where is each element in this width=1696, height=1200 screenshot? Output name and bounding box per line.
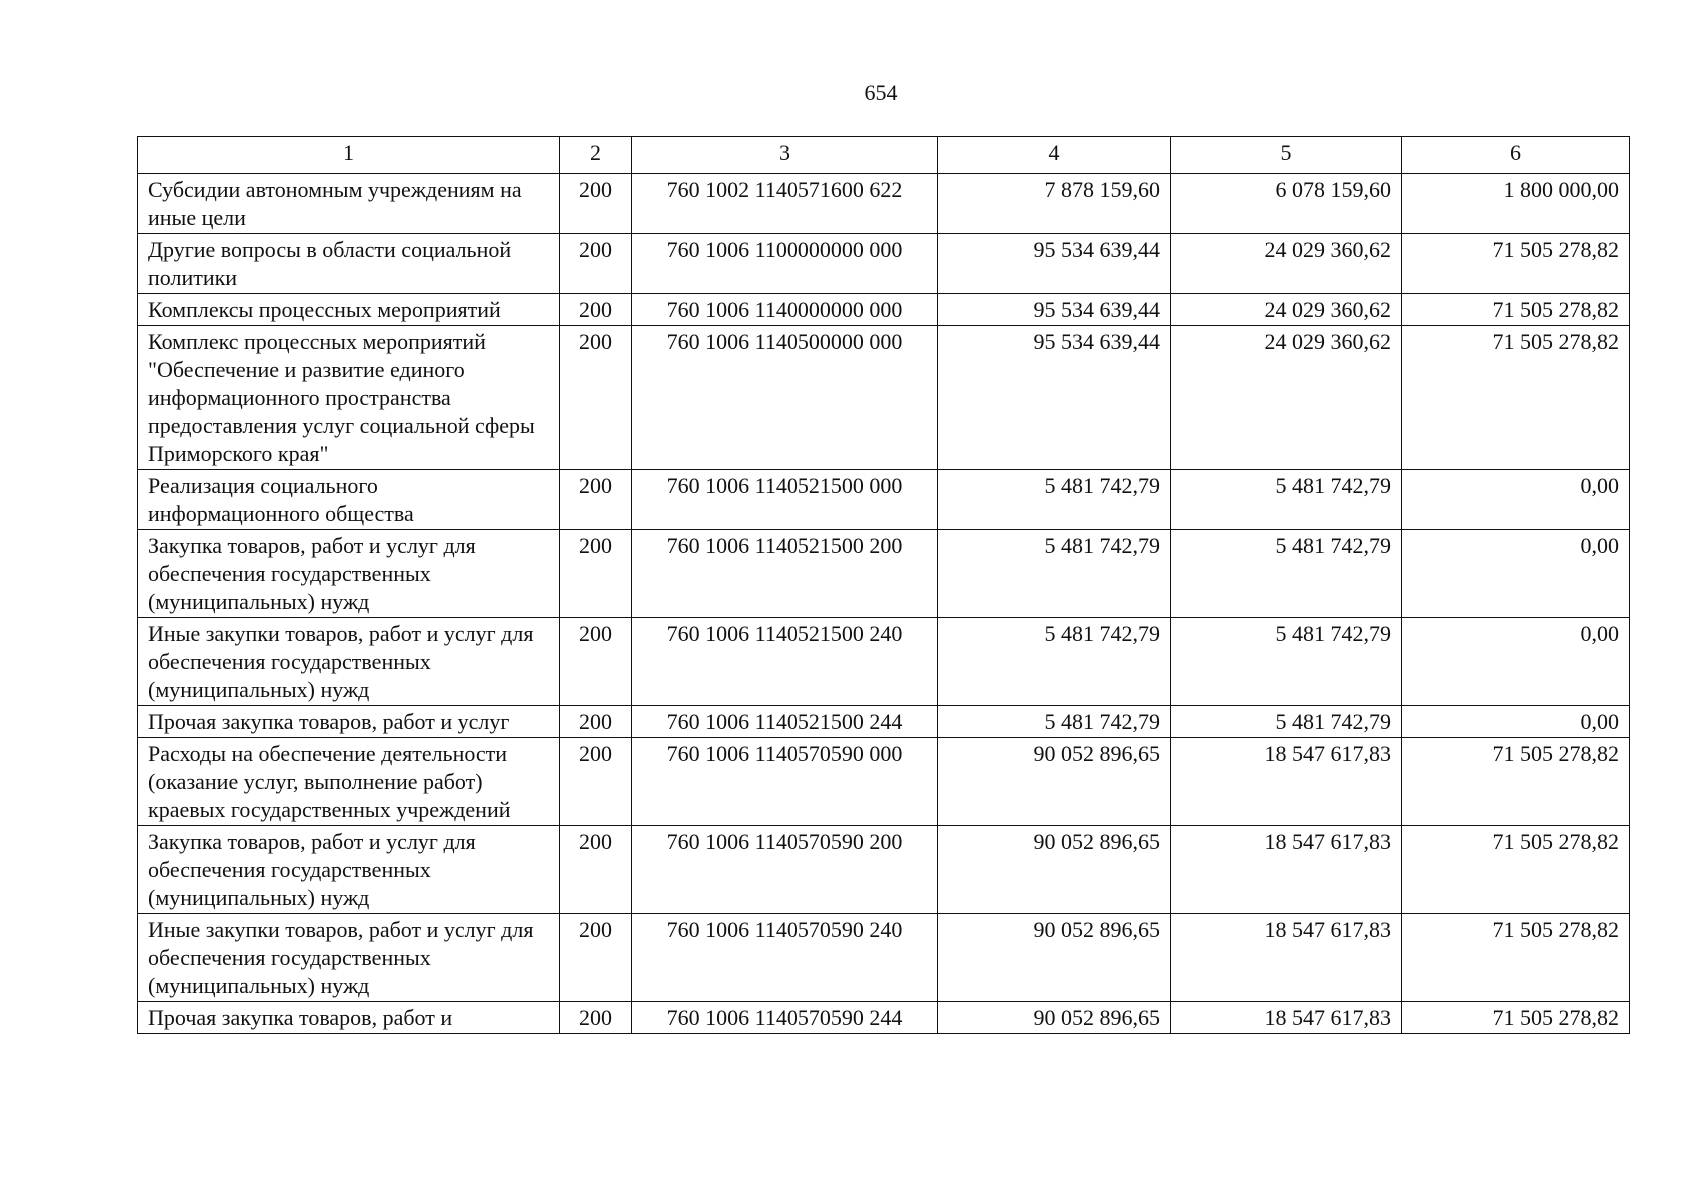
row-sum-5: 18 547 617,83	[1171, 1002, 1402, 1034]
row-sum-6: 71 505 278,82	[1402, 826, 1630, 914]
row-sum-6: 71 505 278,82	[1402, 326, 1630, 470]
row-sum-4: 5 481 742,79	[938, 706, 1171, 738]
row-sum-5: 6 078 159,60	[1171, 174, 1402, 234]
row-code: 200	[560, 1002, 632, 1034]
row-sum-5: 18 547 617,83	[1171, 738, 1402, 826]
row-name: Комплексы процессных мероприятий	[138, 294, 560, 326]
row-kbk: 760 1002 1140571600 622	[632, 174, 938, 234]
row-sum-4: 95 534 639,44	[938, 326, 1171, 470]
row-code: 200	[560, 618, 632, 706]
row-kbk: 760 1006 1140570590 244	[632, 1002, 938, 1034]
table-header-row	[138, 137, 1630, 174]
row-code: 200	[560, 470, 632, 530]
row-code: 200	[560, 294, 632, 326]
column-header: 5	[1171, 137, 1402, 174]
column-header: 6	[1402, 137, 1630, 174]
row-sum-4: 5 481 742,79	[938, 618, 1171, 706]
table-row	[138, 914, 1630, 1002]
row-sum-6: 71 505 278,82	[1402, 738, 1630, 826]
table-row	[138, 706, 1630, 738]
row-sum-6: 0,00	[1402, 470, 1630, 530]
row-code: 200	[560, 174, 632, 234]
row-sum-4: 5 481 742,79	[938, 470, 1171, 530]
row-code: 200	[560, 826, 632, 914]
table-row	[138, 174, 1630, 234]
row-sum-5: 24 029 360,62	[1171, 234, 1402, 294]
row-sum-4: 90 052 896,65	[938, 1002, 1171, 1034]
row-sum-6: 71 505 278,82	[1402, 294, 1630, 326]
page-number: 654	[864, 80, 898, 105]
row-sum-5: 5 481 742,79	[1171, 618, 1402, 706]
row-kbk: 760 1006 1140570590 240	[632, 914, 938, 1002]
row-sum-6: 0,00	[1402, 618, 1630, 706]
row-code: 200	[560, 914, 632, 1002]
table-row	[138, 826, 1630, 914]
row-code: 200	[560, 738, 632, 826]
row-sum-6: 0,00	[1402, 530, 1630, 618]
row-sum-6: 71 505 278,82	[1402, 914, 1630, 1002]
row-kbk: 760 1006 1140521500 000	[632, 470, 938, 530]
row-code: 200	[560, 234, 632, 294]
row-sum-6: 71 505 278,82	[1402, 1002, 1630, 1034]
row-name: Закупка товаров, работ и услуг для обеспечения государственных (муниципальных) нужд	[138, 530, 560, 618]
row-kbk: 760 1006 1140570590 000	[632, 738, 938, 826]
table-row	[138, 618, 1630, 706]
column-header: 3	[632, 137, 938, 174]
row-name: Расходы на обеспечение деятельности (оказание услуг, выполнение работ) краевых государственных учреждений	[138, 738, 560, 826]
row-name: Комплекс процессных мероприятий "Обеспечение и развитие единого информационного пространства предоставления услуг социальной сферы Приморского края"	[138, 326, 560, 470]
table-row	[138, 738, 1630, 826]
row-sum-6: 71 505 278,82	[1402, 234, 1630, 294]
row-name: Иные закупки товаров, работ и услуг для обеспечения государственных (муниципальных) нужд	[138, 618, 560, 706]
table-row	[138, 294, 1630, 326]
row-kbk: 760 1006 1140521500 244	[632, 706, 938, 738]
row-sum-4: 95 534 639,44	[938, 294, 1171, 326]
table-row	[138, 470, 1630, 530]
row-code: 200	[560, 530, 632, 618]
row-kbk: 760 1006 1140521500 240	[632, 618, 938, 706]
row-sum-5: 24 029 360,62	[1171, 294, 1402, 326]
row-sum-5: 5 481 742,79	[1171, 470, 1402, 530]
row-name: Иные закупки товаров, работ и услуг для обеспечения государственных (муниципальных) нужд	[138, 914, 560, 1002]
row-kbk: 760 1006 1140500000 000	[632, 326, 938, 470]
table-row	[138, 326, 1630, 470]
row-sum-4: 95 534 639,44	[938, 234, 1171, 294]
row-sum-4: 5 481 742,79	[938, 530, 1171, 618]
row-sum-6: 1 800 000,00	[1402, 174, 1630, 234]
row-name: Реализация социального информационного общества	[138, 470, 560, 530]
row-sum-4: 90 052 896,65	[938, 914, 1171, 1002]
row-sum-6: 0,00	[1402, 706, 1630, 738]
budget-table	[137, 136, 1630, 1034]
row-sum-4: 90 052 896,65	[938, 738, 1171, 826]
row-sum-5: 5 481 742,79	[1171, 706, 1402, 738]
row-sum-4: 7 878 159,60	[938, 174, 1171, 234]
table-row	[138, 234, 1630, 294]
row-sum-5: 5 481 742,79	[1171, 530, 1402, 618]
row-sum-4: 90 052 896,65	[938, 826, 1171, 914]
row-kbk: 760 1006 1140521500 200	[632, 530, 938, 618]
row-sum-5: 24 029 360,62	[1171, 326, 1402, 470]
row-sum-5: 18 547 617,83	[1171, 914, 1402, 1002]
row-name: Другие вопросы в области социальной политики	[138, 234, 560, 294]
row-name: Закупка товаров, работ и услуг для обеспечения государственных (муниципальных) нужд	[138, 826, 560, 914]
row-kbk: 760 1006 1100000000 000	[632, 234, 938, 294]
row-name: Прочая закупка товаров, работ и	[138, 1002, 560, 1034]
row-name: Субсидии автономным учреждениям на иные цели	[138, 174, 560, 234]
row-kbk: 760 1006 1140570590 200	[632, 826, 938, 914]
row-kbk: 760 1006 1140000000 000	[632, 294, 938, 326]
column-header: 1	[138, 137, 560, 174]
row-code: 200	[560, 706, 632, 738]
column-header: 2	[560, 137, 632, 174]
row-sum-5: 18 547 617,83	[1171, 826, 1402, 914]
row-code: 200	[560, 326, 632, 470]
row-name: Прочая закупка товаров, работ и услуг	[138, 706, 560, 738]
table-row	[138, 530, 1630, 618]
column-header: 4	[938, 137, 1171, 174]
table-row	[138, 1002, 1630, 1034]
